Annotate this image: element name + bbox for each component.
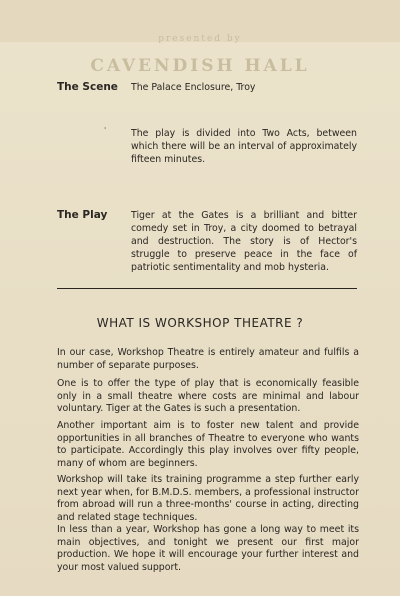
bleed-through-title: CAVENDISH HALL <box>90 56 310 76</box>
paragraph: Workshop will take its training programme a step further early next year when, for B.M.D.S. members, a professional instructor from abroad will run a three-months' course in acting, directing and related stage techniques. <box>57 474 359 523</box>
paragraph: In our case, Workshop Theatre is entirely amateur and fulfils a number of separate purposes. <box>57 347 359 371</box>
section-heading: WHAT IS WORKSHOP THEATRE ? <box>96 316 304 330</box>
interval-note: The play is divided into Two Acts, between which there will be an interval of approximately fifteen minutes. <box>131 128 357 165</box>
scene-value: The Palace Enclosure, Troy <box>131 82 256 93</box>
divider-line <box>57 288 357 289</box>
paragraph: One is to offer the type of play that is economically feasible only in a small theatre where costs are minimal and labour voluntary. Tiger at the Gates is such a presentation. <box>57 378 359 415</box>
scene-label: The Scene <box>57 81 118 93</box>
paragraph: Another important aim is to foster new talent and provide opportunities in all branches of Theatre to everyone who wants to participate. Accordingly this play involves over fifty people, many of whom are beginners. <box>57 420 359 469</box>
play-label: The Play <box>57 209 108 221</box>
paragraph: In less than a year, Workshop has gone a long way to meet its main objectives, and tonight we present our first major production. We hope it will encourage your further interest and your most valued support. <box>57 524 359 573</box>
play-description: Tiger at the Gates is a brilliant and bitter comedy set in Troy, a city doomed to betrayal and destruction. The story is of Hector's struggle to preserve peace in the face of patriotic sentimentality and mob hysteria. <box>131 210 357 273</box>
ink-mark: ' <box>104 126 107 135</box>
bleed-through-text: presented by <box>158 34 242 44</box>
